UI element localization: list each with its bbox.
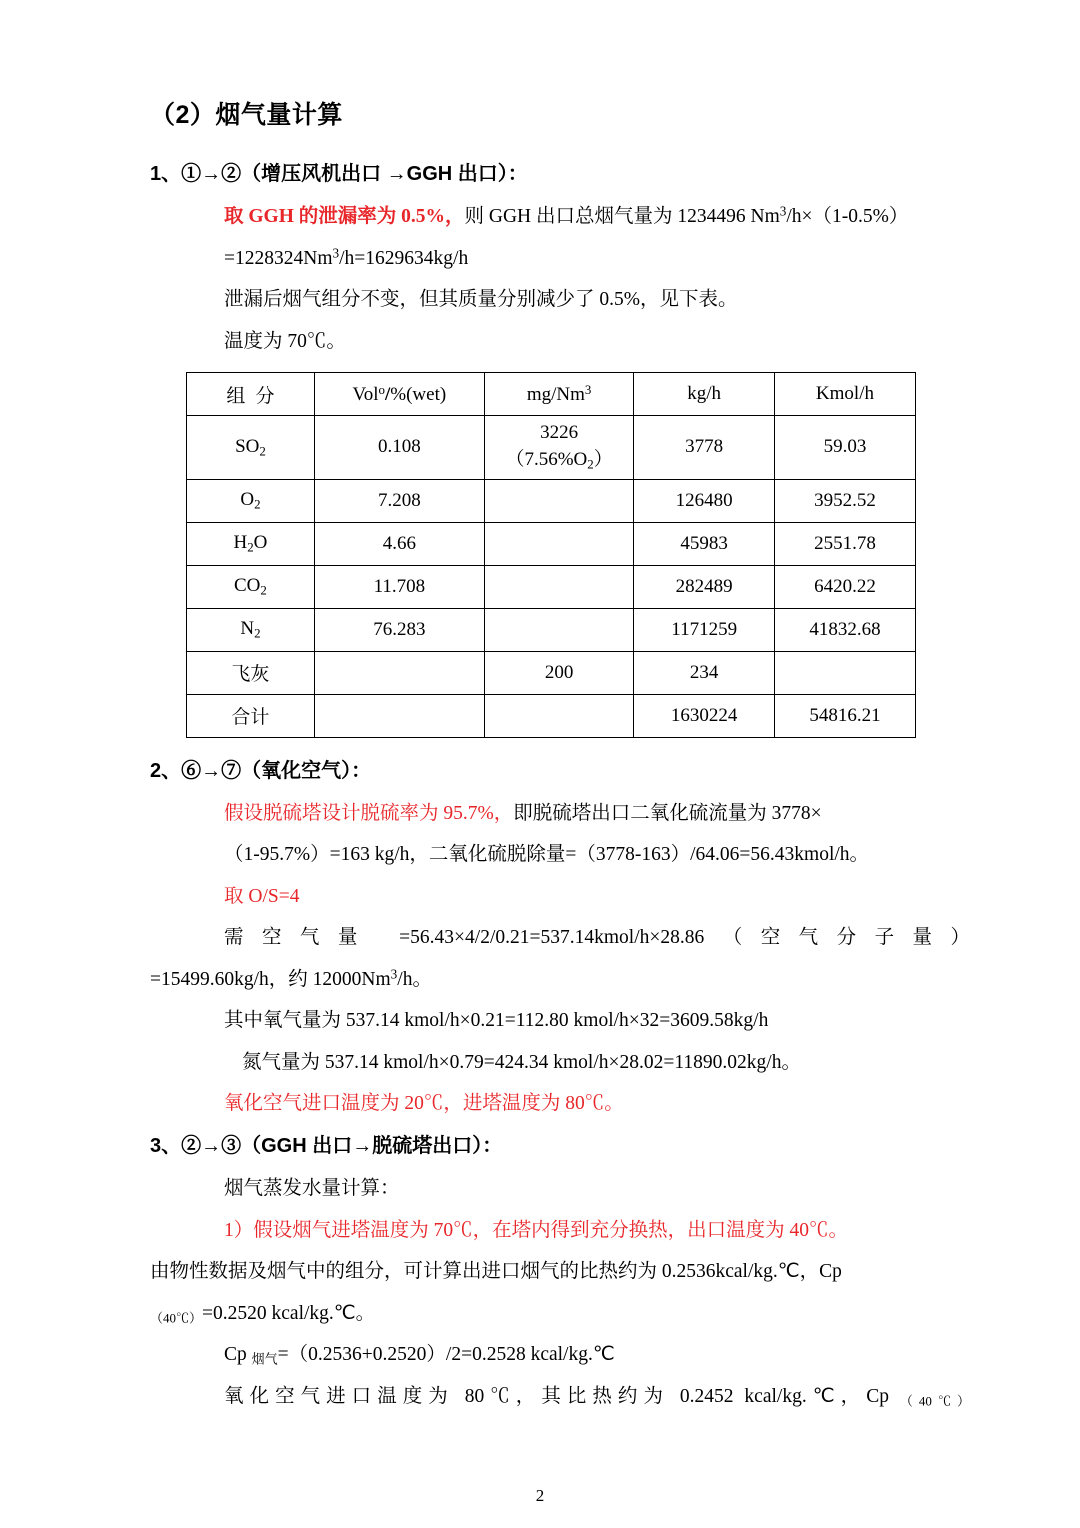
page-number: 2 [535,1486,545,1505]
section-1-line-2: $=1228324Nm^3/h=1629634kg/h$ [224,245,469,269]
table-row [187,522,916,565]
section-3-line-1: 烟气蒸发水量计算： [224,1177,400,1199]
section-3-line-6: 氧化空气进口温度为 80℃，其比热约为 0.2452 kcal/kg.℃，Cp （40℃） [224,1385,970,1408]
ggh-leak-rate-text: 取 GGH 的泄漏率为 0.5%， [224,206,465,227]
cell-kmolh: 41832.68 [774,608,915,651]
cell-mg: 200 [484,651,634,694]
section-1-line-3: 泄漏后烟气组分不变，但其质量分别减少了 0.5%，见下表。 [224,289,738,311]
cell-kgh: 1171259 [634,608,774,651]
section-3-line-5: Cp 烟气=（0.2536+0.2520）/2=0.2528 kcal/kg.℃ [224,1344,615,1367]
cell-component: $H_2O$ [187,522,315,565]
cell-kmolh [774,651,915,694]
ggh-outlet-flow-text: 则 GGH 出口总烟气量为 1234496 $Nm^3/h\times(1-0.5\%)$ [464,203,909,227]
section-2-line-6: 其中氧气量为 537.14 kmol/h×0.21=112.80 kmol/h×32=3609.58kg/h [224,1010,769,1032]
cell-kmolh: 54816.21 [774,694,915,737]
cell-kgh: 1630224 [634,694,774,737]
cell-kgh: 45983 [634,522,774,565]
table-row [187,479,916,522]
table-row [187,565,916,608]
cell-kmolh: 2551.78 [774,522,915,565]
cell-vol: 7.208 [314,479,484,522]
cell-mg [484,608,634,651]
cell-vol: 76.283 [314,608,484,651]
cell-mg [484,694,634,737]
table-row [187,651,916,694]
cell-mg [484,522,634,565]
page-title: （2）烟气量计算 [150,101,343,129]
section-2-line-2: （1-95.7%）=163 kg/h，二氧化硫脱除量=（3778-163）/64.06=56.43kmol/h。 [224,844,870,866]
section-2-line-8: 氧化空气进口温度为 20℃，进塔温度为 80℃。 [224,1093,624,1115]
section-1-line-1 [150,200,970,234]
cell-kgh: 282489 [634,565,774,608]
cell-vol [314,694,484,737]
section-2-line-1: 假设脱硫塔设计脱硫率为 95.7%，即脱硫塔出口二氧化硫流量为 3778× [224,802,822,824]
section-3-title: 3、②→③（GGH 出口→脱硫塔出口）： [150,1134,503,1157]
cell-component: 飞灰 [187,651,315,694]
cell-component: 合计 [187,694,315,737]
cell-vol: 11.708 [314,565,484,608]
header-kmolh: Kmol/h [774,373,915,416]
section-2-line-5: =15499.60kg/h，约 12000Nm$^3$/h。 [150,966,432,990]
cell-kmolh: 3952.52 [774,479,915,522]
cell-component: $N_2$ [187,608,315,651]
cell-vol [314,651,484,694]
table-row [187,416,916,480]
section-2-line-4: 需空气量 =56.43×4/2/0.21=537.14kmol/h×28.86（空气分子量） [224,927,970,949]
cell-kmolh: 6420.22 [774,565,915,608]
cell-component: $O_2$ [187,479,315,522]
cell-mg: 3226 $(7.56\%O_2)$ [484,416,634,480]
desulfurization-rate-text: 假设脱硫塔设计脱硫率为 95.7%， [224,802,514,824]
header-mg: mg/Nm$^3$ [484,373,634,416]
table-row [187,608,916,651]
cell-kgh: 234 [634,651,774,694]
section-2-line-7: 氮气量为 537.14 kmol/h×0.79=424.34 kmol/h×28.02=11890.02kg/h。 [242,1051,801,1073]
cell-component: $CO_2$ [187,565,315,608]
header-vol: Vol$^o$/%(wet) [314,373,484,416]
cell-kmolh: 59.03 [774,416,915,480]
cell-vol: 0.108 [314,416,484,480]
cell-component: $SO_2$ [187,416,315,480]
section-2-line-3: 取 O/S=4 [224,885,300,907]
cell-mg [484,565,634,608]
section-2-title: 2、⑥→⑦（氧化空气）： [150,759,372,782]
section-3-line-2: 1）假设烟气进塔温度为 70℃，在塔内得到充分换热，出口温度为 40℃。 [224,1219,849,1241]
cell-mg [484,479,634,522]
header-kgh: kg/h [634,373,774,416]
table-row [187,694,916,737]
section-3-line-4: （40℃）=0.2520 kcal/kg.℃。 [150,1302,376,1325]
section-1-line-4: 温度为 70℃。 [224,330,346,352]
section-3-line-3: 由物性数据及烟气中的组分，可计算出进口烟气的比热约为 0.2536kcal/kg.℃，Cp [150,1261,842,1283]
flue-gas-composition-table [186,372,916,738]
cell-kgh: 3778 [634,416,774,480]
cell-vol: 4.66 [314,522,484,565]
section-1-title: 1、①→②（增压风机出口 →GGH 出口）： [150,163,528,185]
cell-kgh: 126480 [634,479,774,522]
table-header-row [187,373,916,416]
header-component: 组分 [187,373,315,416]
